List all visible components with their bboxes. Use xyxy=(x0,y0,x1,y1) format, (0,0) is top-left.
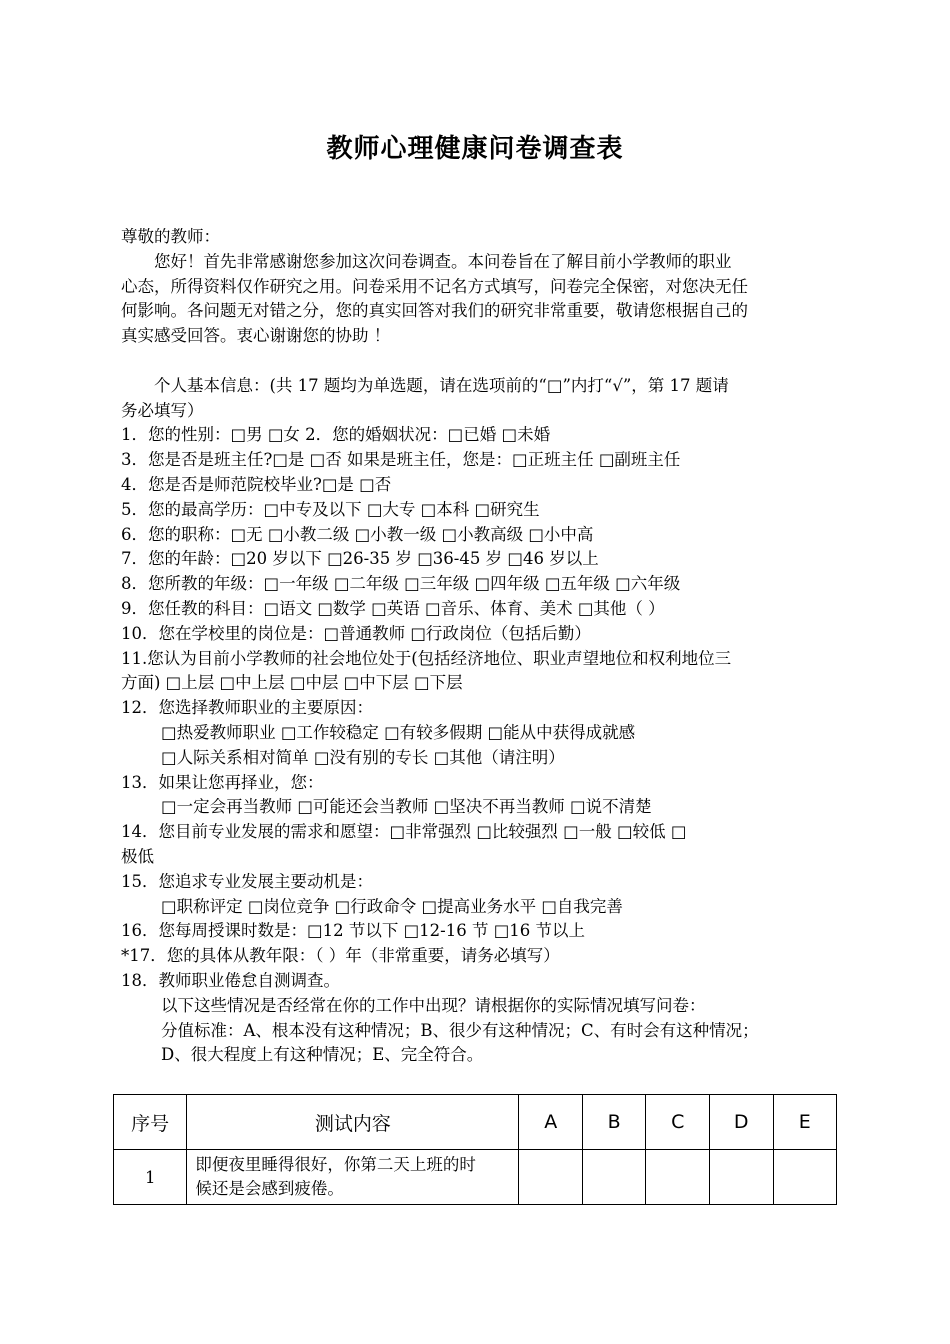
page-title: 教师心理健康问卷调查表 xyxy=(326,134,624,164)
row-number: 1 xyxy=(114,1150,187,1205)
question-options[interactable]: □职称评定 □岗位竞争 □行政命令 □提高业务水平 □自我完善 xyxy=(161,896,623,916)
instruction-line: 以下这些情况是否经常在你的工作中出现？请根据你的实际情况填写问卷： xyxy=(161,995,706,1015)
question-line[interactable]: 6．您的职称：□无 □小教二级 □小教一级 □小教高级 □小中高 xyxy=(121,524,594,544)
question-line[interactable]: 8．您所教的年级：□一年级 □二年级 □三年级 □四年级 □五年级 □六年级 xyxy=(121,574,681,594)
question-line[interactable]: 9．您任教的科目：□语文 □数学 □英语 □音乐、体育、美术 □其他（ ） xyxy=(121,598,665,618)
intro-line: 真实感受回答。衷心谢谢您的协助 ！ xyxy=(121,326,391,346)
answer-cell-d[interactable] xyxy=(709,1150,773,1205)
questionnaire-body xyxy=(121,225,833,1068)
question-line[interactable]: 14．您目前专业发展的需求和愿望：□非常强烈 □比较强烈 □一般 □较低 □ xyxy=(121,822,687,842)
question-line[interactable]: 5．您的最高学历：□中专及以下 □大专 □本科 □研究生 xyxy=(121,499,540,519)
greeting: 尊敬的教师： xyxy=(121,227,220,246)
question-options[interactable]: □热爱教师职业 □工作较稳定 □有较多假期 □能从中获得成就感 xyxy=(161,722,636,742)
header-option-e: E xyxy=(773,1095,837,1150)
header-option-c: C xyxy=(646,1095,710,1150)
question-line[interactable]: 10．您在学校里的岗位是：□普通教师 □行政岗位（包括后勤） xyxy=(121,623,591,643)
intro-line: 何影响。各问题无对错之分，您的真实回答对我们的研究非常重要，敬请您根据自己的 xyxy=(121,301,748,321)
instruction-line: D、很大程度上有这种情况；E、完全符合。 xyxy=(161,1045,484,1065)
table-row xyxy=(114,1150,837,1205)
table-header-row xyxy=(114,1095,837,1150)
header-option-b: B xyxy=(582,1095,646,1150)
answer-cell-a[interactable] xyxy=(519,1150,583,1205)
header-content: 测试内容 xyxy=(187,1095,519,1150)
spacer xyxy=(121,349,833,374)
question-line[interactable]: 16．您每周授课时数是：□12 节以下 □12-16 节 □16 节以上 xyxy=(121,921,586,941)
question-line: 12．您选择教师职业的主要原因： xyxy=(121,698,373,718)
question-line: 极低 xyxy=(121,846,154,866)
question-line: 13．如果让您再择业，您： xyxy=(121,772,324,792)
question-line[interactable]: *17．您的具体从教年限：（ ）年（非常重要，请务必填写） xyxy=(121,946,560,966)
question-options[interactable]: □一定会再当教师 □可能还会当教师 □坚决不再当教师 □说不清楚 xyxy=(161,797,652,817)
row-content-line: 即便夜里睡得很好，你第二天上班的时 xyxy=(195,1155,476,1174)
intro-line: 您好！首先非常感谢您参加这次问卷调查。本问卷旨在了解目前小学教师的职业 xyxy=(154,251,732,271)
question-line[interactable]: 7．您的年龄：□20 岁以下 □26-35 岁 □36-45 岁 □46 岁以上 xyxy=(121,549,599,569)
question-line: 11.您认为目前小学教师的社会地位处于(包括经济地位、职业声望地位和权利地位三 xyxy=(121,648,732,668)
answer-cell-b[interactable] xyxy=(582,1150,646,1205)
burnout-survey-table xyxy=(113,1094,837,1205)
question-options[interactable]: □人际关系相对简单 □没有别的专长 □其他（请注明） xyxy=(161,747,565,767)
row-content xyxy=(187,1150,519,1205)
answer-cell-e[interactable] xyxy=(773,1150,837,1205)
basic-info-line: 个人基本信息：(共 17 题均为单选题，请在选项前的“□”内打“√”，第 17 题请 xyxy=(154,375,729,395)
question-line[interactable]: 方面) □上层 □中上层 □中层 □中下层 □下层 xyxy=(121,673,463,693)
header-option-d: D xyxy=(709,1095,773,1150)
question-line: 18．教师职业倦怠自测调查。 xyxy=(121,970,340,990)
basic-info-line: 务必填写） xyxy=(121,400,204,420)
header-option-a: A xyxy=(519,1095,583,1150)
row-content-line: 候还是会感到疲倦。 xyxy=(195,1179,344,1198)
intro-line: 心态，所得资料仅作研究之用。问卷采用不记名方式填写，问卷完全保密，对您决无任 xyxy=(121,276,748,296)
question-line[interactable]: 4．您是否是师范院校毕业?□是 □否 xyxy=(121,474,392,494)
header-number: 序号 xyxy=(114,1095,187,1150)
question-line[interactable]: 1．您的性别：□男 □女 2．您的婚姻状况：□已婚 □未婚 xyxy=(121,425,551,445)
instruction-line: 分值标准：A、根本没有这种情况；B、很少有这种情况；C、有时会有这种情况； xyxy=(161,1020,759,1040)
question-line: 15．您追求专业发展主要动机是： xyxy=(121,871,373,891)
question-line[interactable]: 3．您是否是班主任?□是 □否 如果是班主任，您是：□正班主任 □副班主任 xyxy=(121,450,681,470)
answer-cell-c[interactable] xyxy=(646,1150,710,1205)
